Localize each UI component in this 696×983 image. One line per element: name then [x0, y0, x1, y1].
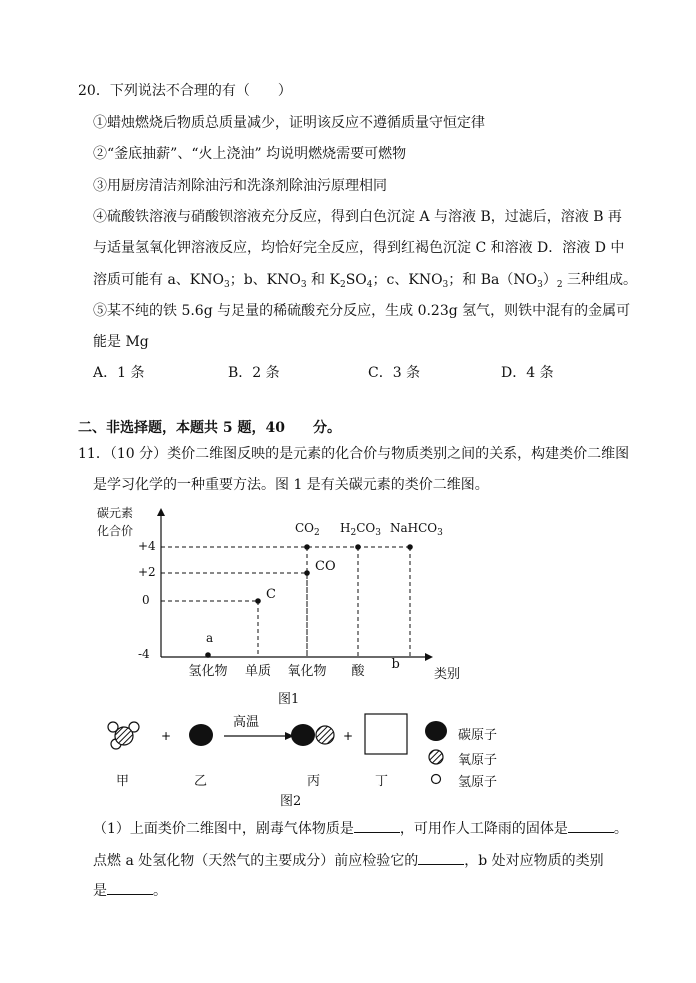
x-axis-arrow	[425, 653, 433, 661]
q11-line2: 是学习化学的一种重要方法。图 1 是有关碳元素的类价二维图。	[93, 477, 489, 493]
plus-sign-2: +	[343, 729, 354, 743]
x-tick-label: b	[391, 657, 400, 672]
point-label: CO	[315, 559, 336, 574]
x-tick-label: 单质	[245, 664, 272, 679]
answer-blank-toxic-gas[interactable]	[354, 820, 400, 833]
section-2-title: 二、非选择题，本题共 5 题，40 分。	[78, 420, 341, 436]
plus-sign-1: +	[161, 729, 172, 743]
q20-statement-4-line3: 溶质可能有 a、$KNO_3$；b、$KNO_3$ 和 $K_2SO_4$；c、$KNO_3$；和 $Ba(NO_3)_2$ 三种组成。	[93, 272, 638, 290]
legend-carbon-label: 碳原子	[458, 728, 498, 743]
legend-hydrogen-label: 氢原子	[458, 775, 498, 790]
q20-statement-1: ①蜡烛燃烧后物质总质量减少，证明该反应不遵循质量守恒定律	[93, 115, 485, 131]
x-axis-label: 类别	[434, 667, 461, 682]
point-label: C	[266, 587, 276, 602]
q11-sub1-line3: 是 。	[93, 883, 167, 899]
data-point	[255, 598, 261, 604]
q20-statement-5-line1: ⑤某不纯的铁 5.6g 与足量的稀硫酸充分反应，生成 0.23g 氢气，则铁中混有的金属可	[93, 303, 631, 319]
point-label: $CO_2$	[295, 521, 320, 538]
data-point	[407, 544, 413, 550]
label-bing: 丙	[307, 774, 321, 789]
q20-statement-3: ③用厨房清洁剂除油污和洗涤剂除油污原理相同	[93, 178, 387, 194]
y-tick-label: 0	[142, 593, 150, 607]
legend-hydrogen-symbol	[432, 775, 441, 784]
q20-statement-2: ②“釜底抽薪”、“火上浇油” 均说明燃烧需要可燃物	[93, 146, 407, 162]
q11-sub1-line1: （1）上面类价二维图中，剧毒气体物质是 ，可用作人工降雨的固体是 。	[93, 821, 628, 837]
x-tick-label: 酸	[351, 664, 365, 679]
q20-option-a: A．1 条	[93, 365, 145, 381]
q11-sub1-line2: 点燃 a 处氢化物（天然气的主要成分）前应检验它的 ，b 处对应物质的类别	[93, 853, 604, 869]
unknown-box-ding	[365, 714, 407, 754]
figure-2-caption: 图2	[280, 794, 302, 809]
q20-option-d: D．4 条	[501, 365, 554, 381]
condition-label: 高温	[233, 715, 260, 730]
q20-option-c: C．3 条	[368, 365, 421, 381]
answer-blank-rain-solid[interactable]	[568, 820, 614, 833]
q20-statement-4-line1: ④硫酸铁溶液与硝酸钡溶液充分反应，得到白色沉淀 A 与溶液 B，过滤后，溶液 B 再	[93, 209, 622, 225]
point-label: a	[206, 631, 214, 645]
label-yi: 乙	[194, 774, 208, 789]
y-tick-label: +2	[138, 565, 156, 579]
y-tick-label: +4	[138, 539, 156, 553]
legend-oxygen-label: 氧原子	[458, 753, 498, 768]
y-axis-label-line2: 化合价	[97, 524, 134, 538]
y-tick-label: -4	[138, 647, 150, 661]
label-jia: 甲	[116, 774, 130, 789]
answer-blank-category-b[interactable]	[107, 882, 153, 895]
q20-stem: 20．下列说法不合理的有（ ）	[78, 83, 292, 99]
point-label: $H_2CO_3$	[340, 521, 381, 538]
molecule-jia	[108, 722, 139, 749]
carbon-atom-yi	[189, 724, 213, 746]
q11-line1: 11．（10 分）类价二维图反映的是元素的化合价与物质类别之间的关系，构建类价二维图	[78, 446, 630, 462]
y-axis-label-line1: 碳元素	[97, 506, 134, 520]
label-ding: 丁	[375, 774, 389, 789]
reaction-diagram	[100, 710, 520, 810]
y-axis-arrow	[157, 508, 165, 516]
point-label: NaHCO$_3$	[390, 521, 443, 538]
q20-option-b: B．2 条	[228, 365, 280, 381]
legend-carbon-symbol	[425, 721, 447, 741]
q20-statement-5-line2: 能是 Mg	[93, 334, 149, 350]
chart-title: 图1	[278, 692, 300, 707]
q20-statement-4-line2: 与适量氢氧化钾溶液反应，均恰好完全反应，得到红褐色沉淀 C 和溶液 D．溶液 D 中	[93, 240, 625, 256]
data-point	[205, 652, 211, 658]
x-tick-label: 氧化物	[287, 664, 327, 679]
answer-blank-check-purity[interactable]	[418, 852, 464, 865]
molecule-bing	[291, 724, 334, 746]
x-tick-label: 氢化物	[188, 664, 228, 679]
legend-oxygen-symbol	[429, 750, 443, 764]
valence-category-chart	[90, 500, 470, 712]
